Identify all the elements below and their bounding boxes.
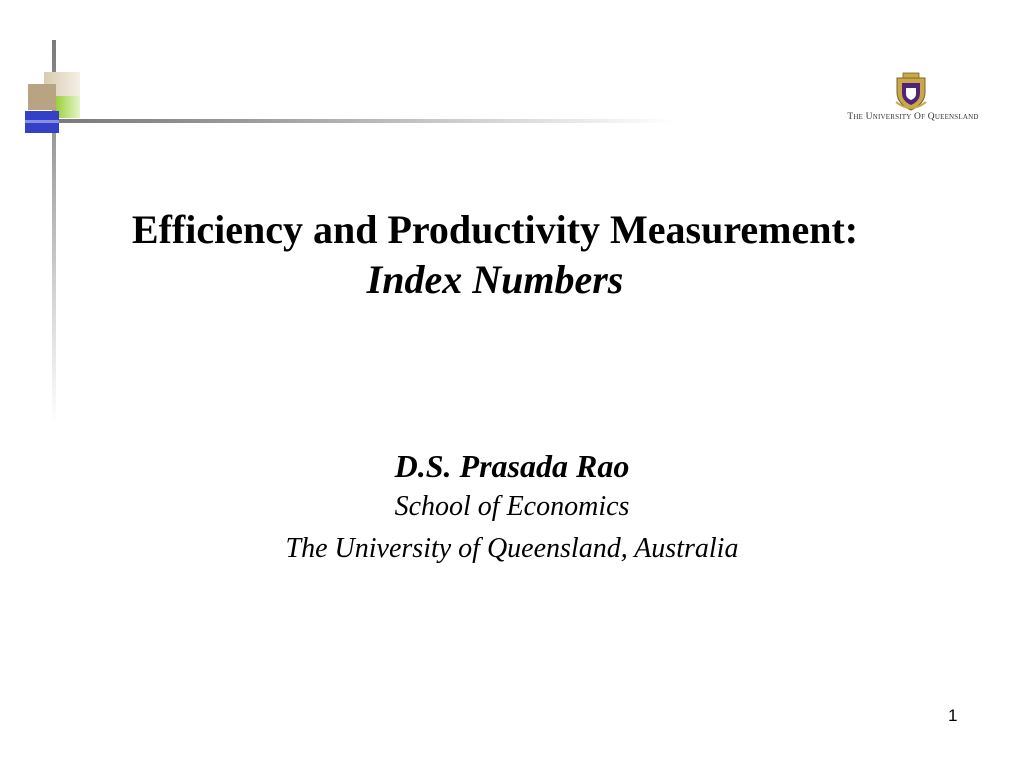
author-school: School of Economics bbox=[394, 491, 630, 522]
title-line-1: Efficiency and Productivity Measurement: bbox=[131, 207, 859, 252]
slide-title bbox=[60, 205, 930, 305]
author-name: D.S. Prasada Rao bbox=[394, 448, 630, 484]
university-logo bbox=[838, 72, 988, 126]
author-block bbox=[100, 446, 924, 570]
decor-square-green bbox=[56, 96, 80, 118]
title-line-2: Index Numbers bbox=[366, 257, 624, 302]
logo-wordmark: The University Of Queensland bbox=[847, 112, 979, 122]
author-university: The University of Queensland, Australia bbox=[285, 533, 739, 564]
horizontal-rule bbox=[56, 119, 676, 123]
crest-icon bbox=[894, 72, 928, 112]
slide-number: 1 bbox=[948, 706, 958, 725]
decor-square-tan bbox=[28, 84, 56, 110]
decor-square-blue bbox=[25, 111, 59, 133]
